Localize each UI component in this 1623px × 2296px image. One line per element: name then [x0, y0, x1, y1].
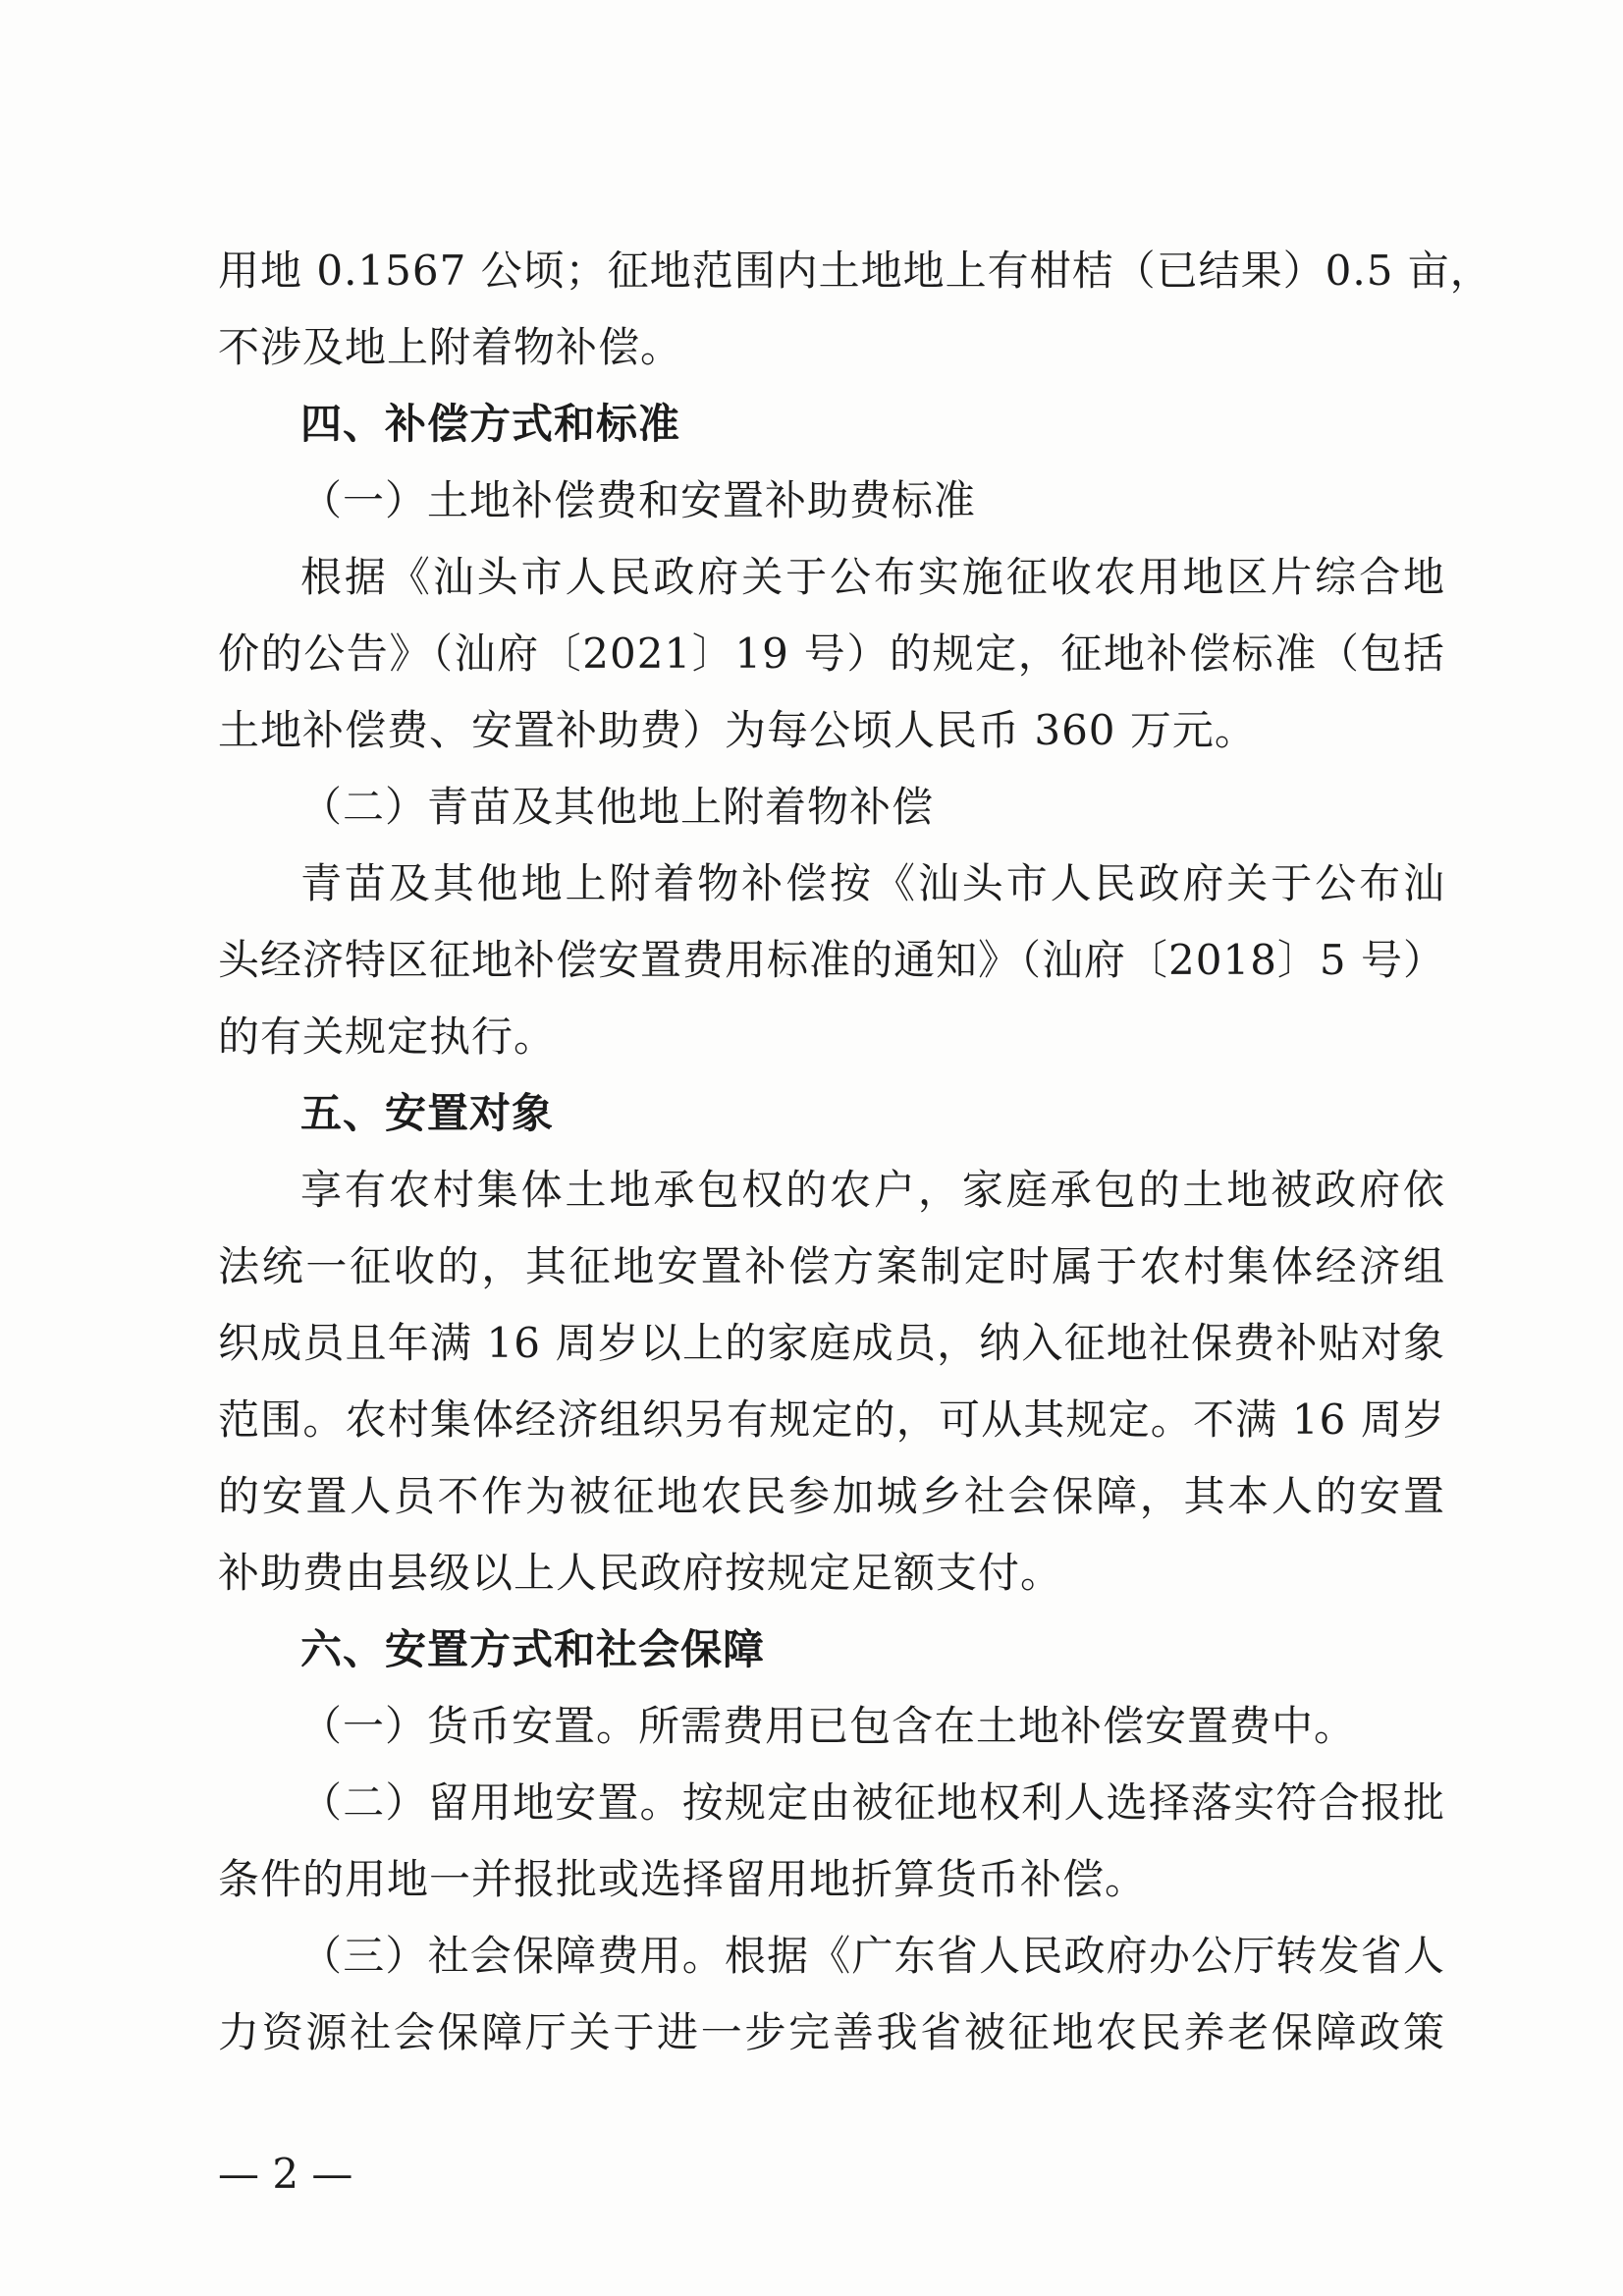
section-heading: 五、安置对象	[300, 1089, 555, 1137]
section-heading: 四、补偿方式和标准	[300, 400, 681, 448]
body-text-line: 根据《汕头市人民政府关于公布实施征收农用地区片综合地	[300, 553, 1445, 601]
body-text-line: 范围。农村集体经济组织另有规定的，可从其规定。不满 16 周岁	[218, 1395, 1445, 1444]
body-text-line: 条件的用地一并报批或选择留用地折算货币补偿。	[218, 1855, 1148, 1903]
body-text-line: 不涉及地上附着物补偿。	[218, 323, 683, 371]
body-text-line: 补助费由县级以上人民政府按规定足额支付。	[218, 1549, 1063, 1597]
page-number: — 2 —	[218, 2150, 353, 2198]
body-text-line: 的有关规定执行。	[218, 1012, 557, 1061]
body-text-line: 价的公告》（汕府〔2021〕19 号）的规定，征地补偿标准（包括	[218, 629, 1445, 678]
body-text-line: （一）货币安置。所需费用已包含在土地补偿安置费中。	[300, 1702, 1357, 1750]
body-text-line: 织成员且年满 16 周岁以上的家庭成员，纳入征地社保费补贴对象	[218, 1319, 1445, 1367]
body-text-line: 力资源社会保障厅关于进一步完善我省被征地农民养老保障政策	[218, 2008, 1445, 2056]
body-text-line: 享有农村集体土地承包权的农户，家庭承包的土地被政府依	[300, 1166, 1445, 1214]
body-text-line: 青苗及其他地上附着物补偿按《汕头市人民政府关于公布汕	[300, 859, 1445, 907]
subsection-heading: （二）青苗及其他地上附着物补偿	[300, 783, 935, 831]
body-text-line: 土地补偿费、安置补助费）为每公顷人民币 360 万元。	[218, 706, 1257, 754]
body-text-line: （三）社会保障费用。根据《广东省人民政府办公厅转发省人	[300, 1932, 1445, 1980]
body-text-line: 用地 0.1567 公顷；征地范围内土地地上有柑桔（已结果）0.5 亩，	[218, 246, 1492, 295]
body-text-line: 法统一征收的，其征地安置补偿方案制定时属于农村集体经济组	[218, 1242, 1445, 1290]
subsection-heading: （一）土地补偿费和安置补助费标准	[300, 476, 977, 524]
body-text-line: 的安置人员不作为被征地农民参加城乡社会保障，其本人的安置	[218, 1472, 1445, 1520]
body-text-line: 头经济特区征地补偿安置费用标准的通知》（汕府〔2018〕5 号）	[218, 936, 1445, 984]
section-heading: 六、安置方式和社会保障	[300, 1625, 766, 1673]
body-text-line: （二）留用地安置。按规定由被征地权利人选择落实符合报批	[300, 1778, 1445, 1827]
